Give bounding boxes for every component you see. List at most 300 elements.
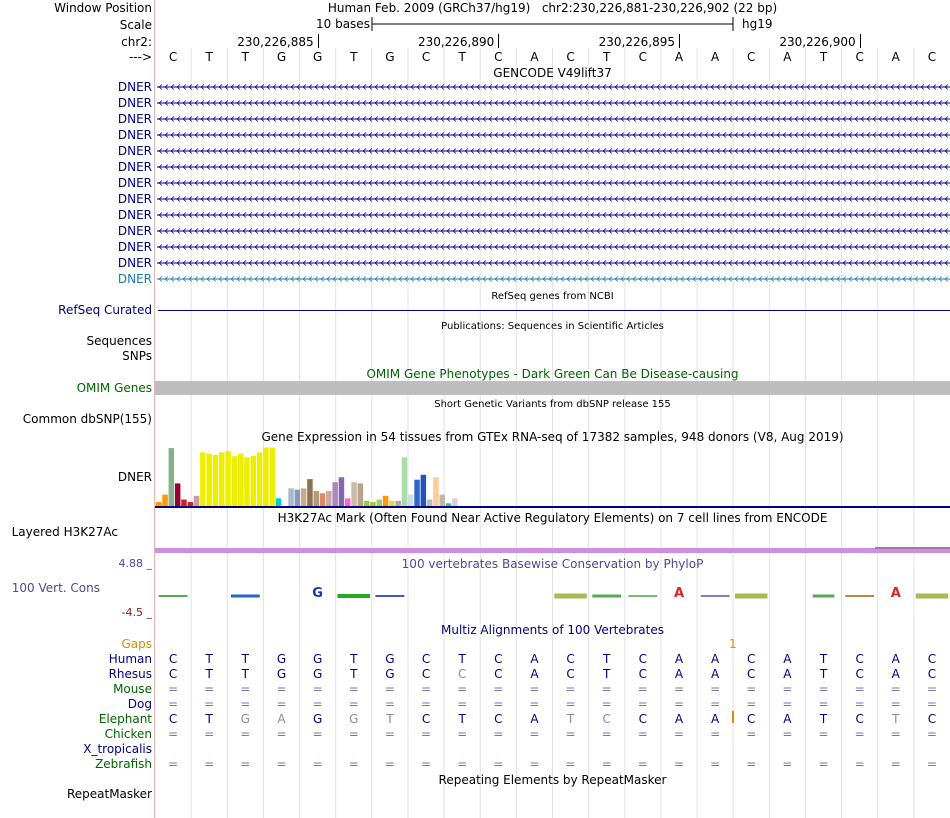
- chr-tick-mark: [498, 34, 499, 48]
- alignment-base: T: [350, 652, 358, 666]
- gtex-tissue-bar: [314, 491, 320, 507]
- base-letter: C: [638, 50, 648, 64]
- gencode-transcript-label[interactable]: DNER: [117, 112, 152, 126]
- gtex-tissue-bar: [181, 500, 187, 507]
- alignment-base: =: [529, 682, 540, 696]
- alignment-base: G: [240, 712, 250, 726]
- gtex-tissue-bar: [225, 451, 231, 507]
- alignment-base: =: [493, 727, 504, 741]
- alignment-base: G: [312, 652, 323, 666]
- alignment-base: =: [204, 697, 215, 711]
- alignment-base: =: [926, 697, 937, 711]
- alignment-base: =: [746, 682, 757, 696]
- alignment-base: =: [493, 682, 504, 696]
- alignment-base: C: [494, 652, 503, 666]
- gencode-transcript-label[interactable]: DNER: [117, 256, 152, 270]
- alignment-base: =: [276, 697, 287, 711]
- alignment-base: C: [494, 667, 503, 681]
- gencode-transcript-label[interactable]: DNER: [117, 128, 152, 142]
- phylop-max-label: 4.88 _: [118, 557, 152, 570]
- alignment-base: =: [529, 697, 540, 711]
- species-label[interactable]: Zebrafish: [95, 757, 152, 771]
- phylop-mark: [845, 595, 874, 597]
- gtex-tissue-bar: [269, 447, 275, 507]
- gencode-title: GENCODE V49lift37: [493, 66, 612, 80]
- alignment-base: =: [782, 727, 793, 741]
- alignment-base: =: [457, 697, 468, 711]
- alignment-base: G: [385, 667, 395, 681]
- gtex-tissue-bar: [232, 456, 238, 507]
- scale-label: Scale: [119, 18, 152, 32]
- alignment-base: =: [168, 682, 179, 696]
- gtex-tissue-bar: [238, 454, 244, 507]
- alignment-base: A: [530, 667, 539, 681]
- alignment-base: =: [529, 727, 540, 741]
- phylop-letter: A: [673, 586, 685, 601]
- gtex-tissue-bar: [452, 498, 458, 507]
- alignment-base: =: [854, 682, 865, 696]
- omim-bar[interactable]: [155, 381, 950, 395]
- alignment-base: =: [168, 757, 179, 771]
- base-letter: T: [350, 50, 358, 64]
- gtex-tissue-bar: [206, 454, 212, 507]
- gap-marker: 1: [729, 637, 737, 651]
- gencode-transcript-label[interactable]: DNER: [117, 208, 152, 222]
- alignment-base: =: [420, 757, 432, 771]
- alignment-base: T: [386, 712, 394, 726]
- alignment-base: T: [205, 667, 213, 681]
- gtex-tissue-bar: [351, 482, 357, 507]
- alignment-base: =: [204, 682, 215, 696]
- base-letter: C: [855, 50, 864, 64]
- alignment-base: =: [710, 727, 721, 741]
- alignment-base: =: [601, 697, 612, 711]
- gtex-tissue-bar: [332, 482, 338, 507]
- gtex-tissue-bar: [433, 477, 439, 507]
- alignment-base: =: [637, 757, 648, 771]
- alignment-base: =: [890, 697, 901, 711]
- alignment-base: =: [782, 697, 793, 711]
- alignment-base: G: [312, 712, 323, 726]
- alignment-base: =: [529, 757, 540, 771]
- phylop-mark: [735, 594, 768, 599]
- alignment-base: C: [927, 667, 937, 681]
- h3k27ac-label[interactable]: Layered H3K27Ac: [11, 525, 118, 539]
- gtex-tissue-bar: [288, 488, 294, 507]
- alignment-base: G: [276, 652, 287, 666]
- alignment-base: C: [168, 667, 178, 681]
- gtex-tissue-bar: [295, 490, 301, 507]
- alignment-base: =: [565, 682, 576, 696]
- alignment-base: C: [855, 667, 864, 681]
- gtex-tissue-bar: [213, 455, 219, 507]
- phylop-logo[interactable]: [155, 580, 950, 610]
- gtex-tissue-bar: [162, 495, 168, 507]
- alignment-base: =: [637, 682, 648, 696]
- alignment-base: T: [566, 712, 575, 726]
- scale-bar: [155, 14, 950, 36]
- alignment-base: =: [384, 727, 395, 741]
- alignment-base: C: [421, 652, 431, 666]
- base-letter: T: [819, 50, 828, 64]
- sequences-label[interactable]: Sequences: [86, 334, 152, 348]
- alignment-base: =: [168, 727, 179, 741]
- alignment-base: =: [746, 757, 757, 771]
- alignment-base: T: [603, 652, 611, 666]
- phylop-mark: [554, 594, 587, 599]
- gencode-transcript-label[interactable]: DNER: [117, 192, 152, 206]
- phylop-mark: [813, 595, 835, 598]
- phylop-mark: [231, 595, 260, 598]
- alignment-base: =: [240, 757, 251, 771]
- alignment-base: C: [638, 667, 648, 681]
- base-letter: T: [241, 50, 249, 64]
- h3k27ac-bar[interactable]: [155, 546, 950, 554]
- alignment-base: =: [565, 757, 576, 771]
- alignment-base: C: [168, 712, 178, 726]
- gencode-transcript-label[interactable]: DNER: [117, 80, 152, 94]
- alignment-base: C: [566, 652, 575, 666]
- gtex-tissue-bar: [320, 493, 326, 507]
- alignment-base: =: [420, 727, 432, 741]
- alignment-base: =: [673, 697, 684, 711]
- species-label[interactable]: Rhesus: [108, 667, 152, 681]
- dbsnp-title: Short Genetic Variants from dbSNP release 155: [434, 399, 671, 410]
- species-label[interactable]: Dog: [127, 697, 152, 711]
- alignment-base: =: [890, 682, 901, 696]
- alignment-base: C: [747, 667, 756, 681]
- alignment-base: =: [312, 682, 323, 696]
- gtex-tissue-bar: [339, 477, 345, 507]
- alignment-base: A: [530, 712, 539, 726]
- base-letter: C: [168, 50, 178, 64]
- alignment-base: =: [240, 682, 251, 696]
- gencode-transcript-label[interactable]: DNER: [117, 96, 152, 110]
- gtex-tissue-bar: [219, 452, 225, 507]
- alignment-base: =: [493, 757, 504, 771]
- gtex-tissue-bar: [440, 495, 446, 507]
- gtex-tissue-bar: [427, 500, 433, 507]
- base-letter: A: [891, 50, 900, 64]
- alignment-base: T: [350, 667, 358, 681]
- alignment-base: C: [638, 712, 648, 726]
- alignment-base: C: [421, 667, 431, 681]
- alignment-base: T: [819, 712, 828, 726]
- base-letter: A: [711, 50, 720, 64]
- alignment-base: T: [458, 712, 466, 726]
- alignment-base: =: [746, 697, 757, 711]
- gtex-tissue-bar: [200, 452, 206, 507]
- gencode-transcript-label[interactable]: DNER: [117, 160, 152, 174]
- alignment-base: T: [819, 652, 828, 666]
- chr-tick-mark: [679, 34, 680, 48]
- alignment-base: =: [926, 727, 937, 741]
- dbsnp-label[interactable]: Common dbSNP(155): [22, 412, 152, 426]
- gtex-tissue-bar: [402, 457, 408, 507]
- gtex-tissue-bar: [408, 495, 414, 507]
- alignment-base: =: [782, 757, 793, 771]
- alignment-base: T: [458, 652, 466, 666]
- phylop-mark: [701, 595, 730, 597]
- base-letter: T: [603, 50, 611, 64]
- gtex-tissue-bar: [263, 447, 269, 507]
- base-letter: A: [530, 50, 539, 64]
- gtex-tissue-bar: [345, 498, 351, 507]
- alignment-base: =: [926, 757, 937, 771]
- alignment-base: =: [890, 727, 901, 741]
- alignment-base: C: [421, 712, 431, 726]
- gtex-tissue-bar: [383, 496, 389, 507]
- alignment-base: =: [312, 697, 323, 711]
- alignment-base: =: [710, 682, 721, 696]
- gtex-tissue-bar: [175, 483, 181, 507]
- alignment-base: =: [818, 727, 829, 741]
- alignment-base: =: [601, 757, 612, 771]
- alignment-base: =: [854, 727, 865, 741]
- gtex-title: Gene Expression in 54 tissues from GTEx RNA-seq of 17382 samples, 948 donors (V8, Aug 2019): [261, 430, 844, 444]
- alignment-base: C: [927, 712, 937, 726]
- alignment-base: C: [494, 712, 503, 726]
- phylop-mark: [375, 595, 404, 597]
- scale-bases: 10 bases: [316, 17, 370, 31]
- alignment-base: =: [348, 697, 359, 711]
- alignment-base: =: [818, 757, 829, 771]
- phylop-mark: [916, 594, 949, 599]
- alignment-base: C: [855, 652, 864, 666]
- repeatmasker-title: Repeating Elements by RepeatMasker: [438, 773, 667, 787]
- alignment-base: =: [312, 757, 323, 771]
- alignment-base: =: [637, 727, 648, 741]
- phylop-mark: [592, 595, 621, 598]
- chr-tick-mark: [860, 34, 861, 48]
- alignment-base: =: [420, 682, 432, 696]
- alignment-base: =: [854, 697, 865, 711]
- chr-tick-label: 230,226,895: [598, 35, 675, 49]
- alignment-base: =: [457, 727, 468, 741]
- alignment-base: C: [457, 667, 467, 681]
- alignment-base: =: [673, 727, 684, 741]
- alignment-base: =: [420, 697, 432, 711]
- assembly-name: Human Feb. 2009 (GRCh37/hg19): [327, 1, 531, 15]
- alignment-base: =: [565, 727, 576, 741]
- species-label[interactable]: Elephant: [98, 712, 152, 726]
- alignment-base: A: [530, 652, 539, 666]
- alignment-base: A: [783, 667, 792, 681]
- alignment-base: T: [603, 667, 611, 681]
- alignment-base: =: [926, 682, 937, 696]
- alignment-base: T: [205, 652, 213, 666]
- alignment-base: A: [891, 667, 900, 681]
- species-label[interactable]: Mouse: [113, 682, 152, 696]
- alignment-base: A: [783, 712, 792, 726]
- alignment-base: =: [818, 697, 829, 711]
- base-letter: C: [566, 50, 575, 64]
- alignment-base: =: [204, 757, 215, 771]
- alignment-base: C: [855, 712, 864, 726]
- omim-label[interactable]: OMIM Genes: [76, 381, 152, 395]
- alignment-base: =: [384, 697, 395, 711]
- alignment-base: C: [638, 652, 648, 666]
- alignment-base: =: [276, 727, 287, 741]
- phylop-label[interactable]: 100 Vert. Cons: [11, 581, 100, 595]
- alignment-base: A: [891, 652, 900, 666]
- alignment-base: =: [240, 697, 251, 711]
- base-letter: C: [927, 50, 937, 64]
- alignment-base: =: [493, 697, 504, 711]
- gtex-tissue-bar: [377, 500, 383, 507]
- alignment-base: C: [747, 712, 756, 726]
- base-letter: A: [674, 50, 684, 64]
- phylop-title: 100 vertebrates Basewise Conservation by PhyloP: [401, 557, 704, 571]
- gencode-transcript-label[interactable]: DNER: [117, 224, 152, 238]
- alignment-base: =: [384, 757, 395, 771]
- gtex-tissue-bar: [276, 498, 282, 507]
- chr-tick-label: 230,226,890: [417, 35, 495, 49]
- gencode-transcript-label[interactable]: DNER: [117, 272, 152, 286]
- alignment-base: A: [674, 712, 684, 726]
- alignment-base: =: [565, 697, 576, 711]
- gtex-tissue-bar: [194, 496, 200, 507]
- publications-title: Publications: Sequences in Scientific Articles: [441, 321, 664, 332]
- strand-arrow-label: --->: [128, 50, 152, 64]
- chr-tick-label: 230,226,900: [779, 35, 856, 49]
- gtex-tissue-bar: [257, 452, 263, 507]
- alignment-base: G: [312, 667, 323, 681]
- alignment-base: =: [204, 727, 215, 741]
- alignment-base: A: [711, 652, 720, 666]
- refseq-title: RefSeq genes from NCBI: [491, 291, 614, 302]
- phylop-mark: [628, 595, 657, 597]
- alignment-base: T: [205, 712, 213, 726]
- gtex-tissue-bar: [358, 483, 364, 507]
- base-letter: C: [421, 50, 431, 64]
- gtex-label[interactable]: DNER: [117, 470, 152, 484]
- insertion-marker: [732, 711, 734, 723]
- h3k27ac-title: H3K27Ac Mark (Often Found Near Active Regulatory Elements) on 7 cell lines from ENCODE: [277, 511, 828, 525]
- base-letter: G: [276, 50, 287, 64]
- base-letter: C: [494, 50, 503, 64]
- species-label[interactable]: X_tropicalis: [83, 742, 152, 756]
- chr-tick-label: 230,226,885: [237, 35, 314, 49]
- alignment-base: =: [710, 697, 721, 711]
- alignment-base: T: [892, 712, 900, 726]
- phylop-letter: G: [312, 586, 323, 601]
- gencode-transcript-label[interactable]: DNER: [117, 176, 152, 190]
- alignment-base: C: [602, 712, 611, 726]
- alignment-base: =: [673, 682, 684, 696]
- alignment-base: =: [601, 682, 612, 696]
- base-letter: A: [783, 50, 792, 64]
- refseq-label[interactable]: RefSeq Curated: [58, 303, 152, 317]
- base-letter: T: [458, 50, 466, 64]
- alignment-base: =: [384, 682, 395, 696]
- alignment-base: =: [890, 757, 901, 771]
- gencode-transcript-label[interactable]: DNER: [117, 240, 152, 254]
- phylop-mark: [159, 595, 188, 597]
- alignment-base: =: [818, 682, 829, 696]
- alignment-base: A: [711, 667, 720, 681]
- alignment-base: G: [349, 712, 359, 726]
- omim-title: OMIM Gene Phenotypes - Dark Green Can Be Disease-causing: [366, 367, 739, 381]
- alignment-base: C: [927, 652, 937, 666]
- alignment-base: =: [348, 757, 359, 771]
- gaps-label[interactable]: Gaps: [121, 637, 152, 651]
- alignment-base: =: [601, 727, 612, 741]
- refseq-line[interactable]: [158, 310, 950, 311]
- alignment-base: =: [348, 727, 359, 741]
- alignment-base: A: [674, 667, 684, 681]
- gtex-tissue-bar: [169, 448, 175, 507]
- alignment-base: C: [168, 652, 178, 666]
- alignment-base: =: [276, 682, 287, 696]
- repeatmasker-label[interactable]: RepeatMasker: [66, 787, 152, 801]
- gtex-tissue-bar: [251, 456, 257, 507]
- alignment-base: C: [566, 667, 575, 681]
- base-letter: G: [385, 50, 395, 64]
- alignment-base: =: [457, 757, 468, 771]
- alignment-base: G: [385, 652, 395, 666]
- species-label[interactable]: Human: [108, 652, 152, 666]
- species-label[interactable]: Chicken: [104, 727, 152, 741]
- gtex-tissue-bar: [421, 475, 427, 507]
- gtex-tissue-bar: [414, 480, 420, 507]
- phylop-min-label: -4.5 _: [121, 606, 152, 619]
- alignment-base: =: [637, 697, 648, 711]
- gencode-transcript-label[interactable]: DNER: [117, 144, 152, 158]
- window-position-label: Window Position: [54, 1, 152, 15]
- alignment-base: =: [457, 682, 468, 696]
- alignment-base: A: [674, 652, 684, 666]
- base-letter: C: [747, 50, 756, 64]
- gtex-tissue-bar: [244, 457, 250, 507]
- alignment-base: =: [746, 727, 757, 741]
- alignment-base: C: [747, 652, 756, 666]
- alignment-base: A: [277, 712, 286, 726]
- alignment-base: A: [783, 652, 792, 666]
- alignment-base: =: [710, 757, 721, 771]
- scale-db: hg19: [742, 17, 773, 31]
- phylop-mark: [337, 594, 370, 598]
- phylop-letter: A: [890, 586, 901, 601]
- window-position-value: [155, 1, 950, 15]
- snps-label[interactable]: SNPs: [122, 349, 152, 363]
- base-letter: G: [312, 50, 323, 64]
- alignment-base: T: [819, 667, 828, 681]
- alignment-base: A: [711, 712, 720, 726]
- gtex-tissue-bar: [301, 488, 307, 507]
- alignment-base: =: [276, 757, 287, 771]
- alignment-base: =: [168, 697, 179, 711]
- multiz-title: Multiz Alignments of 100 Vertebrates: [440, 623, 665, 637]
- alignment-base: =: [854, 757, 865, 771]
- alignment-base: =: [240, 727, 251, 741]
- gtex-tissue-bar: [326, 491, 332, 507]
- alignment-base: =: [312, 727, 323, 741]
- alignment-base: G: [276, 667, 287, 681]
- alignment-base: T: [241, 667, 249, 681]
- base-letter: T: [205, 50, 213, 64]
- alignment-base: =: [673, 757, 684, 771]
- gtex-tissue-bar: [307, 479, 313, 507]
- chr-tick-mark: [318, 34, 319, 48]
- chr-label: chr2:: [121, 35, 152, 49]
- alignment-base: =: [782, 682, 793, 696]
- alignment-base: =: [348, 682, 359, 696]
- alignment-base: T: [241, 652, 249, 666]
- gencode-transcripts[interactable]: [155, 80, 950, 290]
- gtex-bars[interactable]: [155, 440, 950, 510]
- position-range: chr2:230,226,881-230,226,902 (22 bp): [541, 1, 778, 15]
